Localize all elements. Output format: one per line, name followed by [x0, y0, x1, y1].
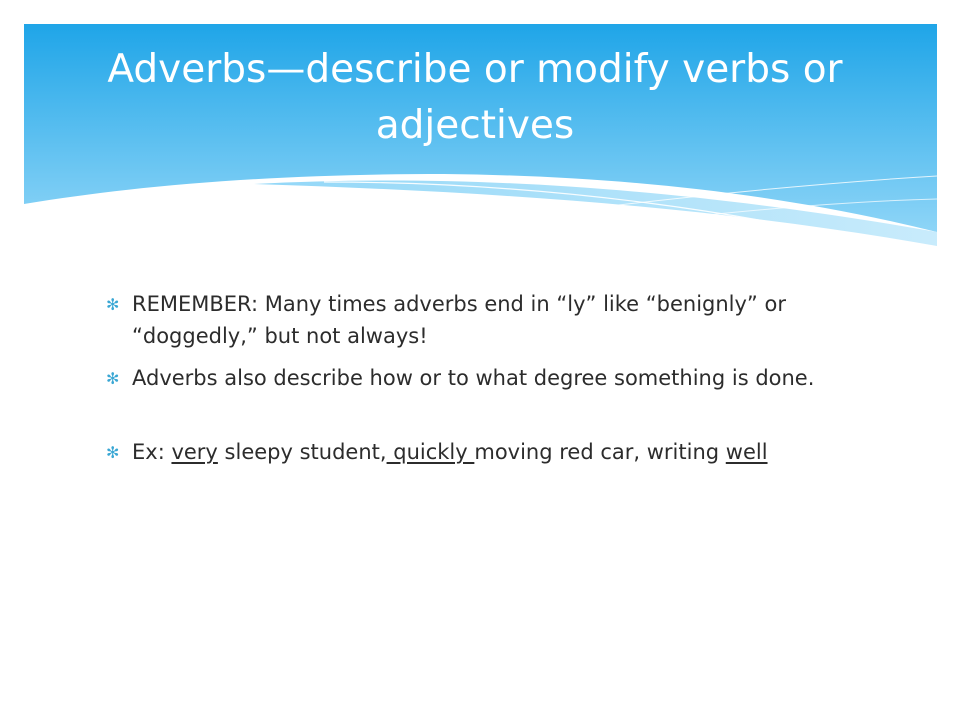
- asterisk-bullet-icon: ✻: [106, 443, 120, 462]
- asterisk-bullet-icon: ✻: [106, 369, 120, 388]
- bullet-list: [103, 288, 843, 468]
- example-prefix: Ex:: [132, 440, 172, 464]
- slide-title: Adverbs—describe or modify verbs or adjectives: [107, 47, 843, 148]
- example-text: moving red car, writing: [474, 440, 726, 464]
- asterisk-bullet-icon: ✻: [106, 295, 120, 314]
- example-underlined-quickly: quickly: [386, 440, 475, 464]
- bullet-example: [103, 436, 843, 468]
- bullet-remember: [103, 288, 843, 352]
- example-underlined-well: well: [725, 440, 768, 464]
- bullet-text: REMEMBER: Many times adverbs end in “ly” like “benignly” or “doggedly,” but not always!: [132, 292, 786, 348]
- example-underlined-very: very: [171, 440, 218, 464]
- bullet-degree: [103, 362, 843, 394]
- example-text: sleepy student,: [217, 440, 387, 464]
- bullet-text: Adverbs also describe how or to what degree something is done.: [132, 366, 815, 390]
